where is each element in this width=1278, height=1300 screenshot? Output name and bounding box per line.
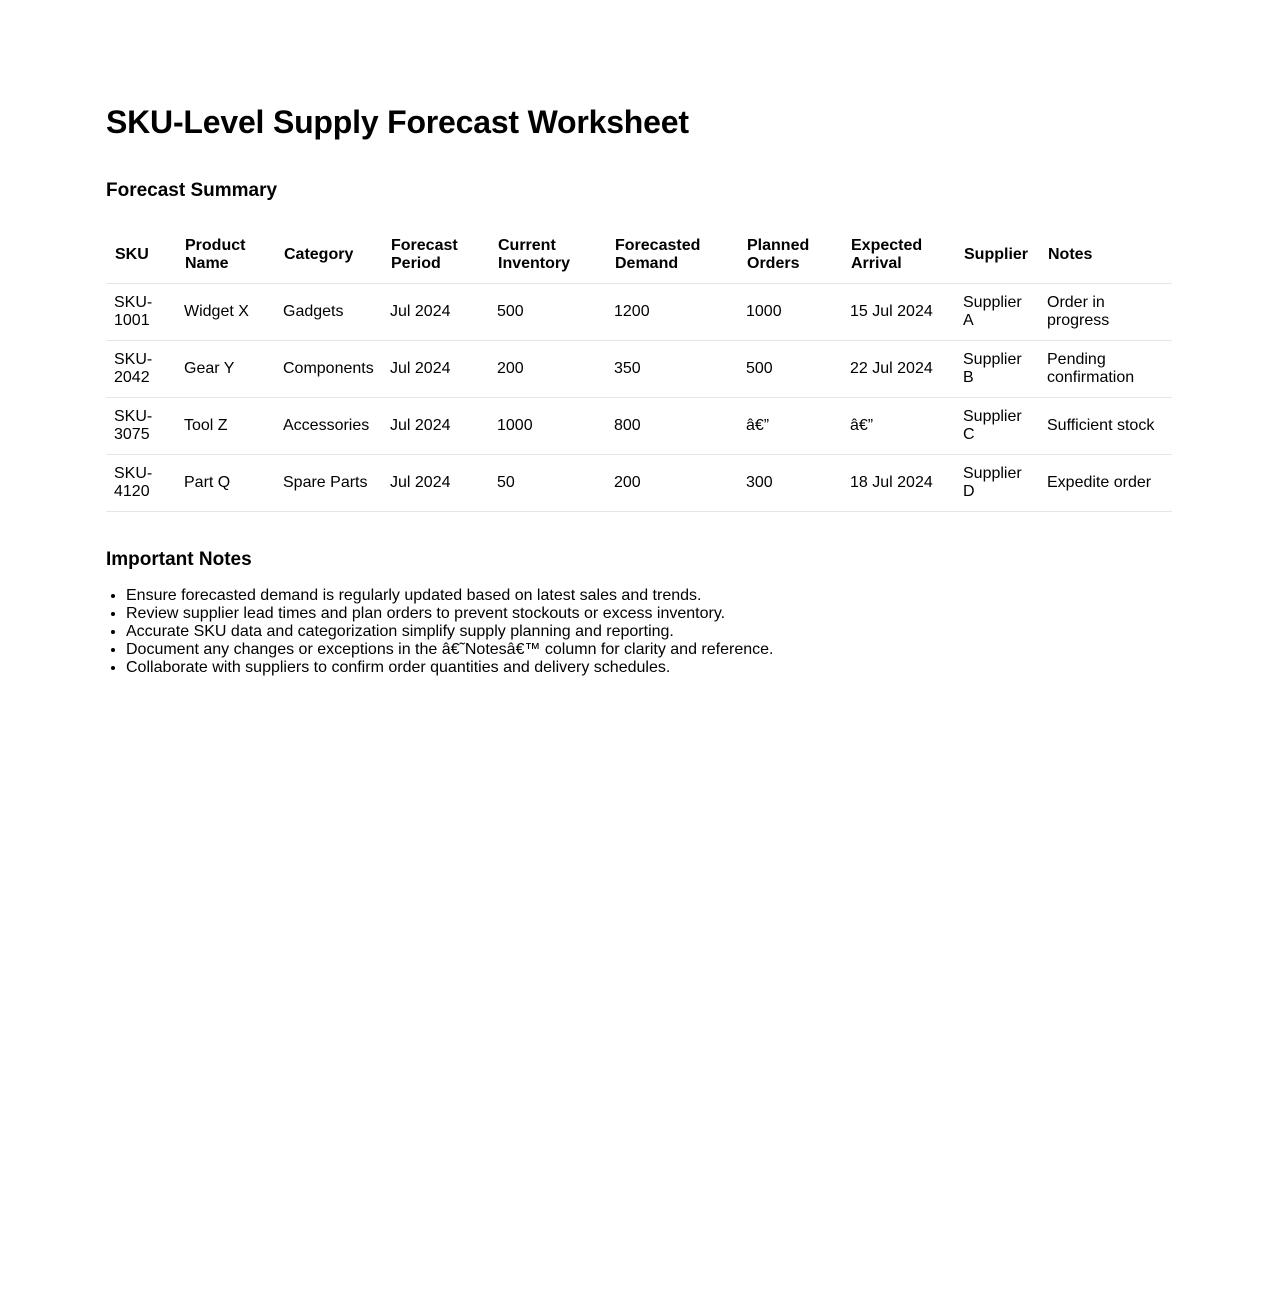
cell-sku (106, 398, 176, 455)
cell-supplier (955, 398, 1039, 455)
column-header-current-inventory (489, 227, 606, 284)
cell-sku (106, 284, 176, 341)
cell-line: Name (185, 255, 229, 272)
cell-line: Supplier (963, 408, 1022, 425)
cell-planned-orders: 1000 (738, 284, 842, 341)
cell-expected-arrival: 22 Jul 2024 (842, 341, 955, 398)
cell-expected-arrival: â€” (842, 398, 955, 455)
cell-category: Gadgets (275, 284, 382, 341)
cell-line: Supplier (963, 294, 1022, 311)
table-row (106, 341, 1172, 398)
cell-current-inventory: 50 (489, 455, 606, 512)
cell-line: Current (498, 237, 556, 254)
cell-line: Planned (747, 237, 810, 254)
important-notes-heading: Important Notes (106, 549, 252, 570)
cell-forecast-period: Jul 2024 (382, 284, 489, 341)
cell-line: Order in (1047, 294, 1105, 311)
page-title: SKU-Level Supply Forecast Worksheet (106, 104, 689, 140)
column-header-planned-orders (738, 227, 842, 284)
cell-line: Orders (747, 255, 800, 272)
cell-line: 3075 (114, 426, 150, 443)
cell-forecasted-demand: 1200 (606, 284, 738, 341)
cell-forecasted-demand: 350 (606, 341, 738, 398)
cell-category: Accessories (275, 398, 382, 455)
cell-line: 2042 (114, 369, 150, 386)
cell-line: D (963, 483, 975, 500)
cell-forecasted-demand: 200 (606, 455, 738, 512)
cell-line: C (963, 426, 975, 443)
table-header-row (106, 227, 1172, 284)
column-header-category (275, 227, 382, 284)
column-header-sku (106, 227, 176, 284)
cell-forecast-period: Jul 2024 (382, 398, 489, 455)
cell-line: SKU (115, 246, 149, 263)
cell-planned-orders: â€” (738, 398, 842, 455)
cell-notes: Sufficient stock (1039, 398, 1172, 455)
column-header-forecasted-demand (606, 227, 738, 284)
cell-supplier (955, 284, 1039, 341)
cell-current-inventory: 1000 (489, 398, 606, 455)
cell-product-name: Part Q (176, 455, 275, 512)
column-header-forecast-period (382, 227, 489, 284)
note-item: • Accurate SKU data and categorization simplify supply planning and reporting. (126, 623, 773, 641)
cell-product-name: Gear Y (176, 341, 275, 398)
cell-supplier (955, 341, 1039, 398)
cell-supplier (955, 455, 1039, 512)
cell-expected-arrival: 15 Jul 2024 (842, 284, 955, 341)
cell-sku (106, 455, 176, 512)
cell-line: Period (391, 255, 441, 272)
cell-line: 1001 (114, 312, 150, 329)
cell-forecast-period: Jul 2024 (382, 455, 489, 512)
note-item: • Collaborate with suppliers to confirm order quantities and delivery schedules. (126, 659, 773, 677)
cell-forecast-period: Jul 2024 (382, 341, 489, 398)
cell-planned-orders: 500 (738, 341, 842, 398)
cell-planned-orders: 300 (738, 455, 842, 512)
cell-line: Demand (615, 255, 679, 272)
important-notes-list (106, 587, 773, 677)
cell-line: Product (185, 237, 246, 254)
cell-line: Pending (1047, 351, 1106, 368)
cell-line: SKU- (114, 465, 153, 482)
cell-line: Forecast (391, 237, 458, 254)
cell-line: Forecasted (615, 237, 701, 254)
forecast-summary-table (106, 227, 1172, 512)
cell-category: Spare Parts (275, 455, 382, 512)
cell-line: Supplier (963, 465, 1022, 482)
cell-current-inventory: 200 (489, 341, 606, 398)
cell-line: A (963, 312, 974, 329)
table-row (106, 455, 1172, 512)
table-row (106, 398, 1172, 455)
cell-line: Notes (1048, 246, 1093, 263)
cell-forecasted-demand: 800 (606, 398, 738, 455)
cell-line: Arrival (851, 255, 902, 272)
column-header-notes (1039, 227, 1172, 284)
cell-line: 4120 (114, 483, 150, 500)
note-item: • Ensure forecasted demand is regularly updated based on latest sales and trends. (126, 587, 773, 605)
cell-product-name: Tool Z (176, 398, 275, 455)
cell-line: Inventory (498, 255, 571, 272)
cell-line: SKU- (114, 294, 153, 311)
cell-category: Components (275, 341, 382, 398)
cell-line: confirmation (1047, 369, 1135, 386)
cell-line: Category (284, 246, 354, 263)
cell-product-name: Widget X (176, 284, 275, 341)
cell-expected-arrival: 18 Jul 2024 (842, 455, 955, 512)
cell-notes: Expedite order (1039, 455, 1172, 512)
table-row (106, 284, 1172, 341)
cell-line: Supplier (964, 246, 1029, 263)
note-item: • Document any changes or exceptions in the â€˜Notesâ€™ column for clarity and reference. (126, 641, 773, 659)
note-item: • Review supplier lead times and plan orders to prevent stockouts or excess inventory. (126, 605, 773, 623)
cell-line: Supplier (963, 351, 1022, 368)
cell-notes (1039, 284, 1172, 341)
forecast-summary-heading: Forecast Summary (106, 180, 278, 201)
cell-sku (106, 341, 176, 398)
table-body (106, 284, 1172, 512)
column-header-product-name (176, 227, 275, 284)
cell-line: SKU- (114, 408, 153, 425)
cell-line: Expected (851, 237, 923, 254)
column-header-expected-arrival (842, 227, 955, 284)
column-header-supplier (955, 227, 1039, 284)
cell-line: progress (1047, 312, 1110, 329)
cell-notes (1039, 341, 1172, 398)
cell-current-inventory: 500 (489, 284, 606, 341)
cell-line: B (963, 369, 974, 386)
cell-line: SKU- (114, 351, 153, 368)
